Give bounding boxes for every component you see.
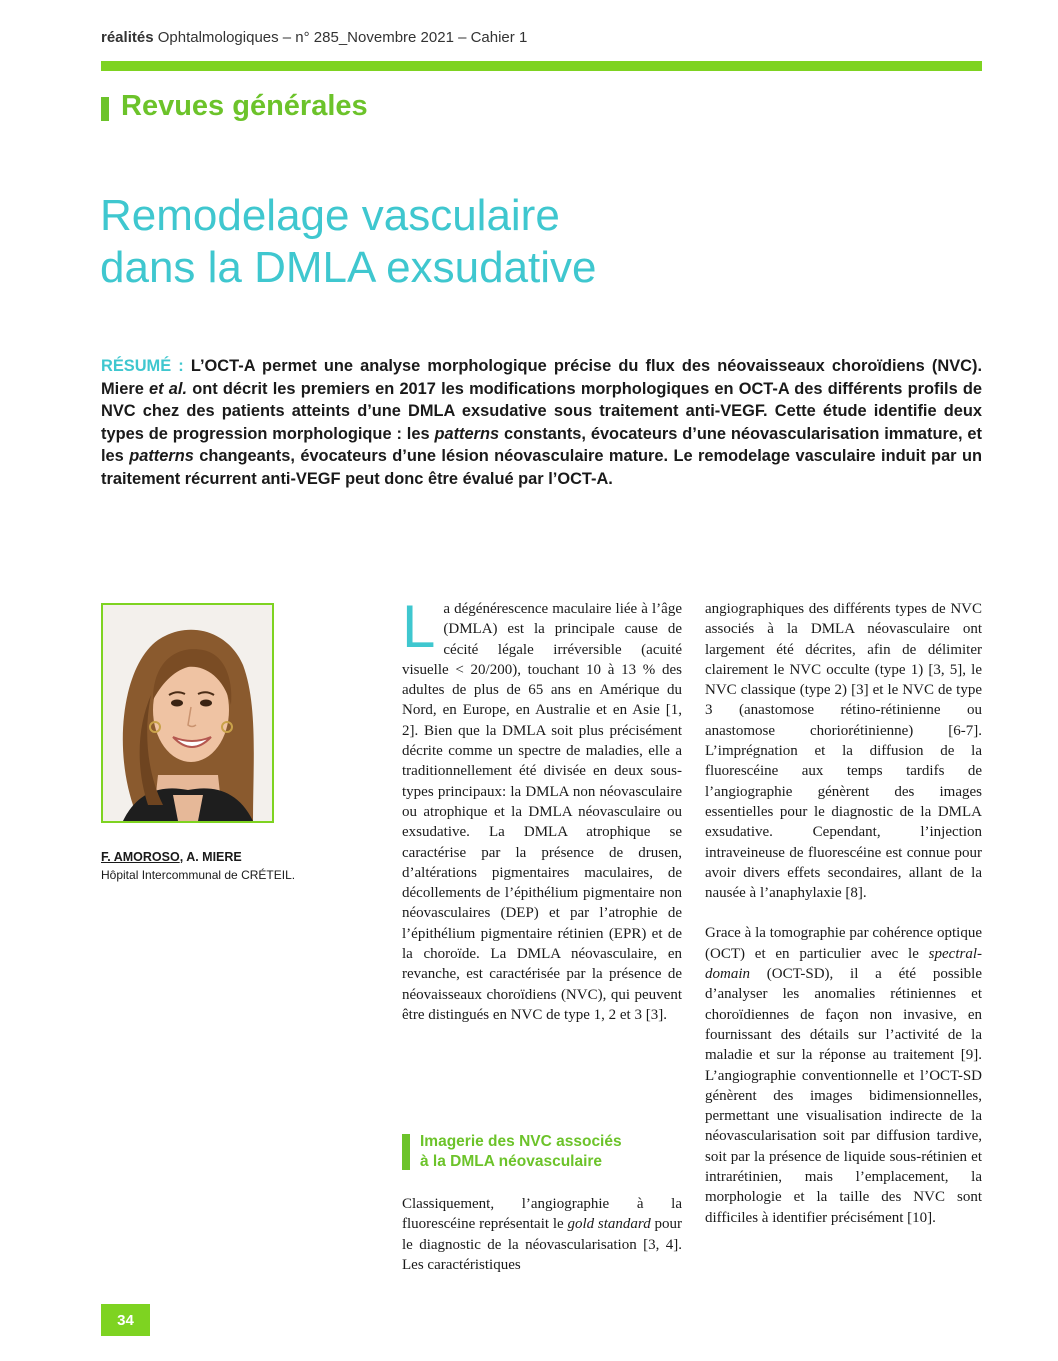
abstract-italic: et al. [149,379,188,398]
imaging-text-2: pour le diagnostic de la néovascularisation [3, 4]. Les caractéristiques [402,1216,682,1273]
author-secondary: A. MIERE [186,850,242,864]
imaging-italic: gold standard [567,1216,651,1233]
author-primary: F. AMOROSO [101,850,180,864]
abstract-label: RÉSUMÉ : [101,357,184,375]
abstract [101,355,982,490]
author-affiliation: Hôpital Intercommunal de CRÉTEIL. [101,868,296,882]
imaging-text [402,1194,682,1275]
abstract-italic: patterns [129,447,194,465]
paragraph-gap [705,903,982,923]
imaging-text-1: Classiquement, l’angiographie à la fluorescéine représentait le [402,1196,682,1233]
intro-text: a dégénérescence maculaire liée à l’âge (DMLA) est la principale cause de cécité légale irréversible (acuité visuelle < 20/200), touchant 10 à 13 % des adultes de plus de 65 ans en Amérique du Nord, en Europe, en Australie et en Asie [1, 2]. Bien que la DMLA soit plus précisément décrite comme un spectre de maladies, elle a traditionnellement été divisée en deux sous-types principaux: la DMLA non néovasculaire ou atrophique et la DMLA néovasculaire ou exsudative. La DMLA atrophique se caractérise par la présence de drusen, d’altérations pigmentaires maculaires, de décollements de l’épithélium pigmentaire non néovasculaires (DEP) et par l’atrophie de l’épithélium pigmentaire rétinien (EPR) et de la choroïde. La DMLA néovasculaire, en revanche, est caractérisée par la présence de néovaisseaux choroïdiens (NVC), qui peuvent être distingués en NVC de type 1, 2 et 3 [3]. [402,601,682,1023]
author-separator: , [179,850,187,864]
subheading-line-1: Imagerie des NVC associés [420,1133,622,1150]
portrait-illustration [103,605,272,821]
subheading-marker [402,1134,410,1170]
author-names [101,850,242,864]
col2-italic: spectral-domain [705,945,982,983]
subheading-text [420,1132,622,1172]
journal-header [101,29,527,46]
subheading-line-2: à la DMLA néovasculaire [420,1153,603,1170]
abstract-text: L’OCT-A permet une analyse morphologique précise du flux des néovaisseaux choroïdiens (NVC). Miere [101,357,982,398]
col2-paragraph-1: angiographiques des différents types de NVC associés à la DMLA néovasculaire ont largement été décrites, afin de délimiter clairement le NVC occulte (type 1) [3, 5], le NVC classique (type 2) [3] et le NVC de type 3 (anastomose rétino-rétinienne ou anastomose choriorétinienne) [6-7]. L’imprégnation et la diffusion de la fluorescéine aux temps tardifs de l’angiographie génèrent des images essentielles pour le diagnostic de la DMLA exsudative. Cependant, l’injection intraveineuse de fluorescéine est connue pour avoir divers effets secondaires, allant de la nausée à l’anaphylaxie [8]. [705,601,982,902]
page-number: 34 [101,1304,150,1336]
body-column-1 [402,593,682,1025]
body-column-2 [705,599,982,1228]
author-photo [101,603,274,823]
col2-text-1: Grace à la tomographie par cohérence optique (OCT) et en particulier avec le [705,925,982,962]
col2-text-2: (OCT-SD), il a été possible d’analyser les anomalies rétiniennes et choroïdiennes de façon non invasive, en fournissant des détails sur l’activité de la maladie et sur la réponse au traitement [9]. L’angiographie conventionnelle et l’OCT-SD génèrent des images bidimensionnelles, permettant une visualisation indirecte de la néovascularisation soit par diffusion tardive, soit par la présence de liquide sous-rétinien et intrarétinien, mais l’emplacement, la morphologie et la taille des NVC sont difficiles à identifier précisément [10]. [705,966,982,1226]
imaging-paragraph [402,1194,682,1275]
section-title: Revues générales [121,90,368,122]
article-title [100,190,597,294]
abstract-text: changeants, évocateurs d’une lésion néovasculaire mature. Le remodelage vasculaire induit par un traitement récurrent anti-VEGF peut donc être évalué par l’OCT-A. [101,447,982,488]
section-marker [101,97,109,121]
title-line-2: dans la DMLA exsudative [100,243,597,292]
abstract-text: constants, évocateurs d’une néovascularisation immature, et les [101,424,982,465]
col2-paragraph-2 [705,923,982,1227]
journal-brand: réalités [101,29,154,46]
intro-paragraph [402,593,682,1025]
drop-cap: L [402,593,436,660]
title-line-1: Remodelage vasculaire [100,191,560,240]
header-rule [101,61,982,71]
abstract-italic: patterns [434,424,500,443]
abstract-text: ont décrit les premiers en 2017 les modifications morphologiques en OCT-A des différents profils de NVC chez des patients atteints d’une DMLA exsudative sous traitement anti-VEGF. Cette étude identifie deux types de progression morphologique : les [101,379,983,443]
journal-issue: Ophtalmologiques – n° 285_Novembre 2021 – Cahier 1 [153,29,528,46]
